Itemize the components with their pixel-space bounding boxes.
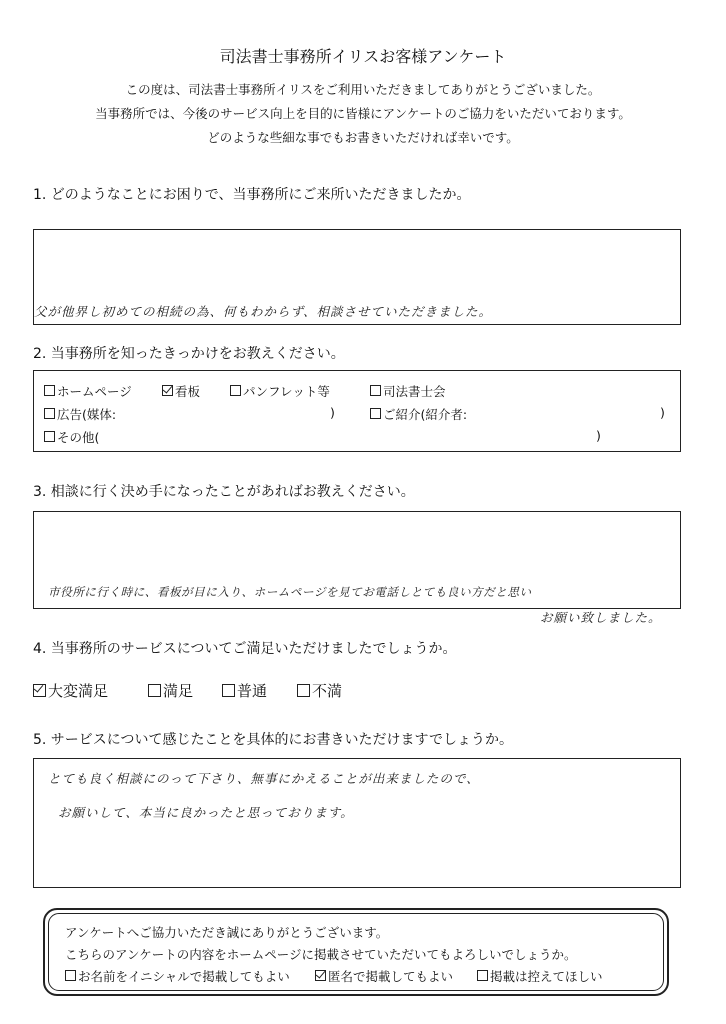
question-3-answer-line-1: 市役所に行く時に、看板が目に入り、ホームページを見てお電話しとても良い方だと思い xyxy=(48,585,532,599)
intro-line-1: この度は、司法書士事務所イリスをご利用いただきましてありがとうございました。 xyxy=(125,82,601,97)
footer-option-decline-label: 掲載は控えてほしい xyxy=(490,969,603,984)
question-2-label: 2. 当事務所を知ったきっかけをお教えください。 xyxy=(33,346,345,362)
question-5-answer-line-2: お願いして、本当に良かったと思っております。 xyxy=(58,805,354,820)
survey-title: 司法書士事務所イリスお客様アンケート xyxy=(219,47,507,66)
option-referral[interactable] xyxy=(370,405,467,423)
checkbox-icon[interactable] xyxy=(44,385,55,396)
question-5-answer-box[interactable] xyxy=(33,758,681,888)
checkbox-icon[interactable] xyxy=(222,684,235,697)
checked-checkbox-icon[interactable] xyxy=(315,970,326,981)
intro-line-3: どのような些細な事でもお書きいただければ幸いです。 xyxy=(207,130,519,145)
footer-thanks: アンケートへご協力いただき誠にありがとうございます。 xyxy=(65,925,389,940)
checked-checkbox-icon[interactable] xyxy=(162,385,173,396)
footer-option-anonymous-label: 匿名で掲載してもよい xyxy=(328,969,454,984)
question-5-label: 5. サービスについて感じたことを具体的にお書きいただけますでしょうか。 xyxy=(33,732,513,748)
question-1-answer-box[interactable] xyxy=(33,229,681,325)
option-pamphlet[interactable] xyxy=(230,382,330,400)
footer-question: こちらのアンケートの内容をホームページに掲載させていただいてもよろしいでしょうか。 xyxy=(65,947,577,962)
question-1-label: 1. どのようなことにお困りで、当事務所にご来所いただきましたか。 xyxy=(33,187,471,203)
question-3-label: 3. 相談に行く決め手になったことがあればお教えください。 xyxy=(33,484,415,500)
option-ad-label: 広告(媒体: xyxy=(57,407,117,422)
question-5-answer-line-1: とても良く相談にのって下さり、無事にかえることが出来ましたので、 xyxy=(48,771,480,786)
publication-consent-box xyxy=(43,908,669,996)
rating-normal-label: 普通 xyxy=(237,682,268,700)
option-signboard[interactable] xyxy=(162,382,200,400)
rating-satisfied[interactable] xyxy=(148,680,193,701)
option-other[interactable] xyxy=(44,428,99,446)
option-association-label: 司法書士会 xyxy=(383,384,446,399)
intro-line-2: 当事務所では、今後のサービス向上を目的に皆様にアンケートのご協力をいただいております。 xyxy=(95,106,631,121)
rating-normal[interactable] xyxy=(222,680,267,701)
footer-option-initials-label: お名前をイニシャルで掲載してもよい xyxy=(78,969,290,984)
question-3-answer-line-2: お願い致しました。 xyxy=(540,610,662,625)
option-homepage-label: ホームページ xyxy=(57,384,132,399)
question-4-label: 4. 当事務所のサービスについてご満足いただけましたでしょうか。 xyxy=(33,641,457,657)
checkbox-icon[interactable] xyxy=(148,684,161,697)
checkbox-icon[interactable] xyxy=(65,970,76,981)
rating-unsatisfied[interactable] xyxy=(297,680,342,701)
option-homepage[interactable] xyxy=(44,382,132,400)
option-association[interactable] xyxy=(370,382,446,400)
option-pamphlet-label: パンフレット等 xyxy=(243,384,330,399)
rating-very-satisfied[interactable] xyxy=(33,680,108,701)
footer-option-initials[interactable] xyxy=(65,967,290,985)
rating-satisfied-label: 満足 xyxy=(163,682,194,700)
checkbox-icon[interactable] xyxy=(370,385,381,396)
option-ad-close: ) xyxy=(330,405,335,420)
question-1-answer: 父が他界し初めての相続の為、何もわからず、相談させていただきました。 xyxy=(34,304,493,319)
option-other-close: ) xyxy=(596,428,601,443)
rating-unsatisfied-label: 不満 xyxy=(312,682,343,700)
footer-option-decline[interactable] xyxy=(477,967,603,985)
checkbox-icon[interactable] xyxy=(230,385,241,396)
checkbox-icon[interactable] xyxy=(44,431,55,442)
checkbox-icon[interactable] xyxy=(44,408,55,419)
question-2-options-box xyxy=(33,370,681,452)
option-other-label: その他( xyxy=(57,430,100,445)
checkbox-icon[interactable] xyxy=(477,970,488,981)
publication-consent-inner-frame xyxy=(48,913,664,991)
rating-very-satisfied-label: 大変満足 xyxy=(48,682,109,700)
option-referral-label: ご紹介(紹介者: xyxy=(383,407,468,422)
question-3-answer-box[interactable] xyxy=(33,511,681,625)
checkbox-icon[interactable] xyxy=(370,408,381,419)
option-referral-close: ) xyxy=(660,405,665,420)
footer-option-anonymous[interactable] xyxy=(315,967,453,985)
checked-checkbox-icon[interactable] xyxy=(33,684,46,697)
checkbox-icon[interactable] xyxy=(297,684,310,697)
option-ad[interactable] xyxy=(44,405,116,423)
option-signboard-label: 看板 xyxy=(175,384,201,399)
